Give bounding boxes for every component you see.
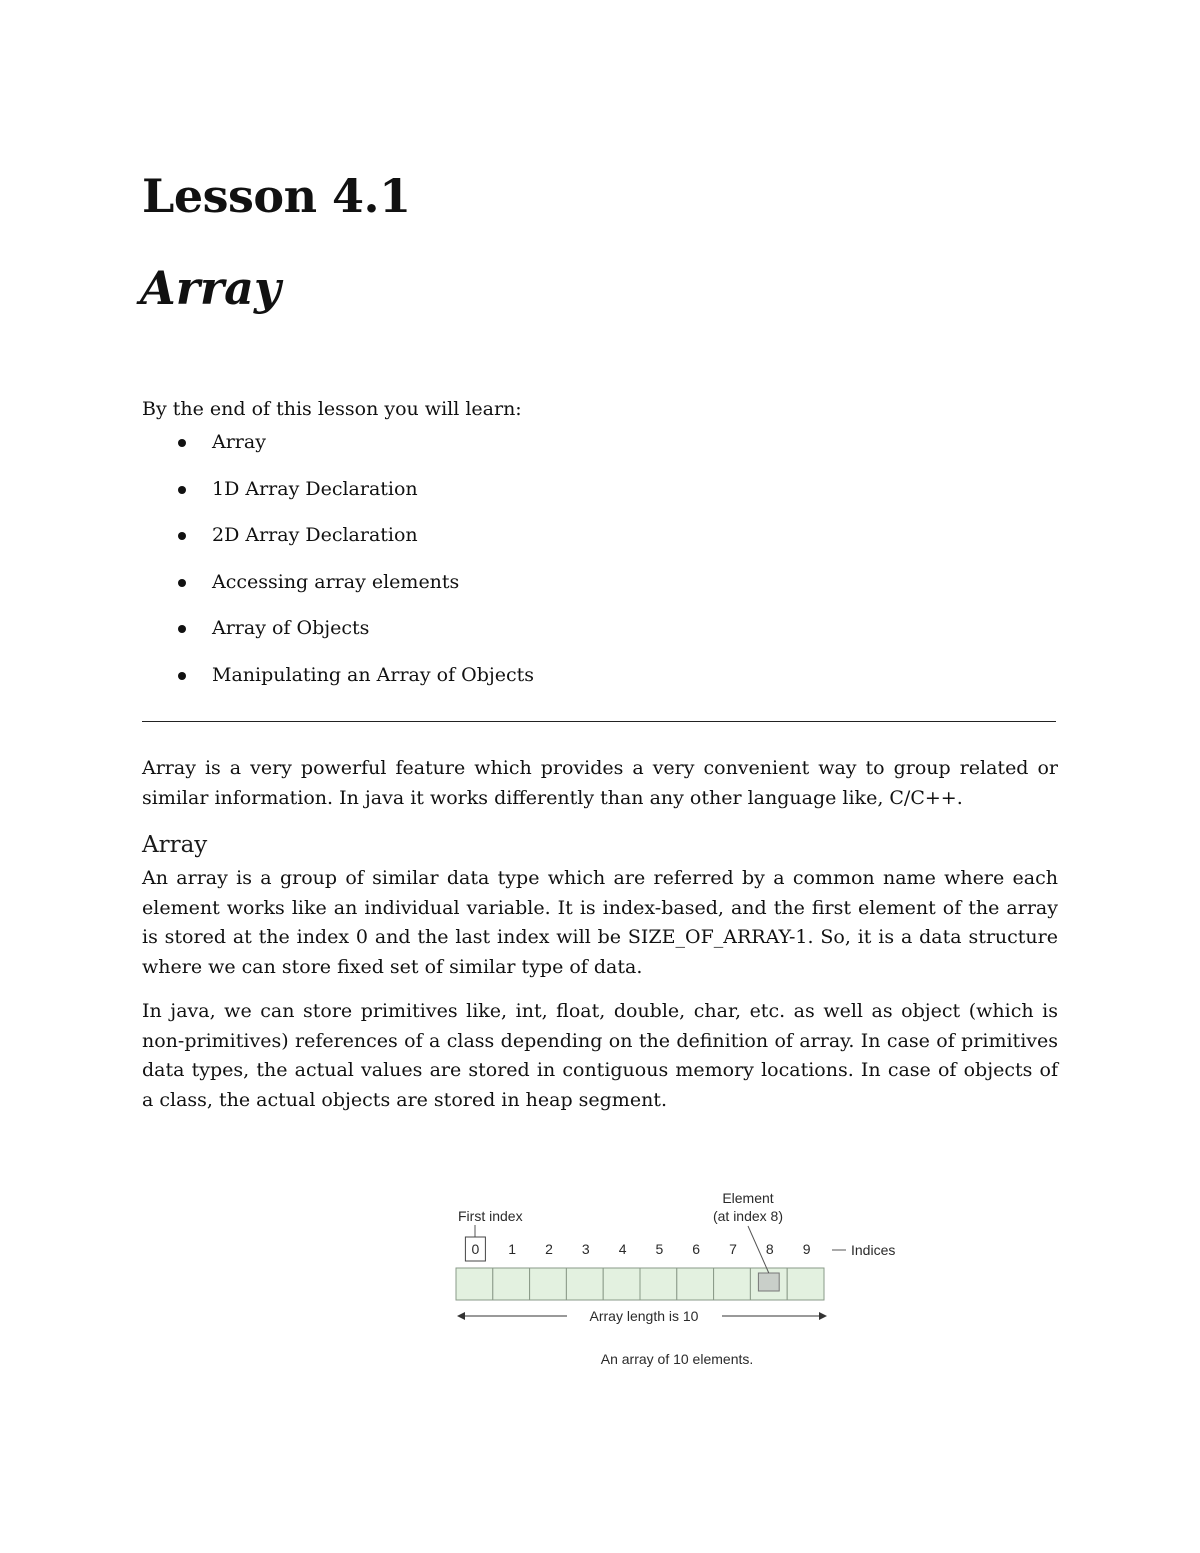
list-item-text: Array [212, 431, 266, 453]
array-length-label: Array length is 10 [589, 1308, 699, 1324]
lesson-number: Lesson 4.1 [142, 169, 411, 223]
section-divider [142, 721, 1056, 722]
array-cell [456, 1268, 493, 1300]
list-item-text: 1D Array Declaration [212, 477, 418, 500]
array-cell [640, 1268, 677, 1300]
section-heading: Array [142, 832, 208, 858]
intro-paragraph: Array is a very powerful feature which provides a very convenient way to group related or similar information. In java it works differently than any other language like, C/C++. [142, 757, 1058, 809]
index-label: 2 [545, 1241, 553, 1257]
index-row [465, 1237, 810, 1261]
index-label: 4 [618, 1241, 627, 1257]
objectives-list [142, 428, 534, 708]
array-cell [714, 1268, 751, 1300]
figure-caption: An array of 10 elements. [600, 1351, 754, 1367]
array-diagram-figure [440, 1180, 930, 1380]
definition-paragraph: An array is a group of similar data type which are referred by a common name where each element works like an individual variable. It is index-based, and the first element of the array is stored at the index 0 and the last index will be SIZE_OF_ARRAY-1. So, it is a data structure where we can store fixed set of similar type of data. [142, 867, 1058, 978]
first-index-label: First index [458, 1208, 523, 1224]
array-cell [603, 1268, 640, 1300]
list-item-text: 2D Array Declaration [212, 524, 418, 547]
element-label-line2: (at index 8) [712, 1208, 784, 1224]
index-label: 8 [765, 1241, 774, 1257]
array-cell [530, 1268, 567, 1300]
arrow-left-icon [457, 1312, 465, 1320]
bullet-icon [178, 532, 186, 540]
index-label: 5 [655, 1241, 664, 1257]
bullet-icon [178, 672, 186, 680]
bullet-icon [178, 439, 186, 447]
highlighted-element [758, 1273, 779, 1291]
index-label: 1 [508, 1241, 517, 1257]
index-label: 9 [802, 1241, 811, 1257]
index-label: 3 [581, 1241, 590, 1257]
list-item-text: Array of Objects [212, 617, 370, 640]
index-label: 7 [729, 1241, 737, 1257]
list-item-text: Manipulating an Array of Objects [212, 663, 535, 686]
element-label-line1: Element [722, 1190, 774, 1206]
array-cell [493, 1268, 530, 1300]
index-label: 0 [471, 1241, 480, 1257]
storage-paragraph: In java, we can store primitives like, int, float, double, char, etc. as well as object (which is non-primitives) references of a class depending on the definition of array. In case of primitives data types, the actual values are stored in contiguous memory locations. In case of objects of a class, the actual objects are stored in heap segment. [142, 1000, 1058, 1111]
indices-label: Indices [851, 1242, 896, 1258]
index-label: 6 [692, 1241, 701, 1257]
objectives-intro: By the end of this lesson you will learn: [142, 398, 522, 420]
array-diagram [440, 1180, 930, 1380]
list-item [142, 568, 534, 615]
list-item [142, 521, 534, 568]
bullet-icon [178, 625, 186, 633]
list-item [142, 661, 534, 708]
bullet-icon [178, 579, 186, 587]
bullet-icon [178, 486, 186, 494]
list-item [142, 614, 534, 661]
array-cell [677, 1268, 714, 1300]
list-item [142, 475, 534, 522]
array-cell [787, 1268, 824, 1300]
list-item-text: Accessing array elements [212, 570, 460, 593]
list-item [142, 428, 534, 475]
arrow-right-icon [819, 1312, 827, 1320]
array-cell [566, 1268, 603, 1300]
lesson-topic-title: Array [140, 261, 281, 315]
